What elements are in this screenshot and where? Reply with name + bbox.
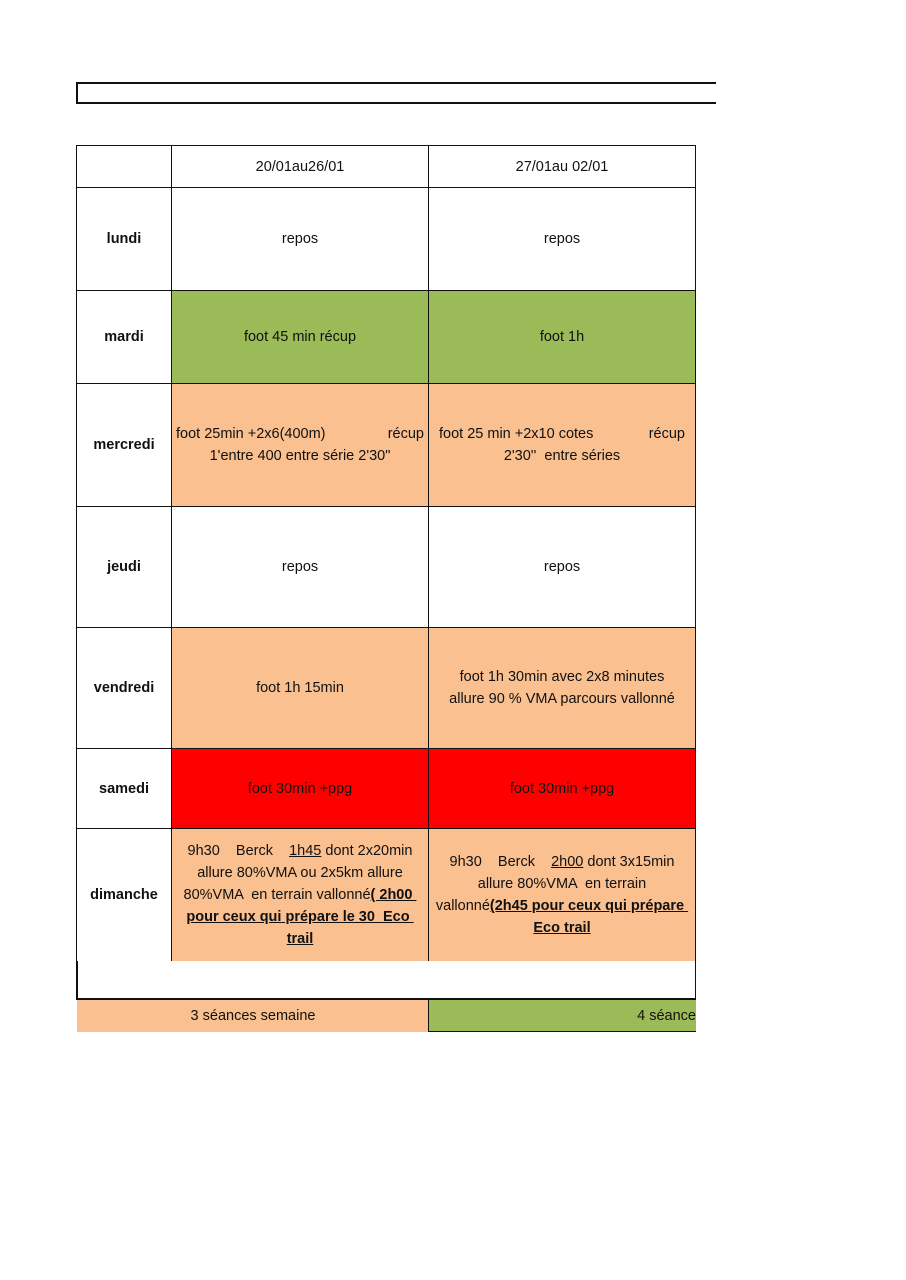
cell-samedi-week2: foot 30min +ppg	[428, 748, 696, 829]
mercredi-week1-line1-left: foot 25min +2x6(400m)	[176, 426, 326, 442]
cell-dimanche-week2	[428, 828, 696, 962]
vendredi-week2-line2: allure 90 % VMA parcours vallonné	[449, 691, 675, 707]
cell-jeudi-week2: repos	[428, 506, 696, 628]
dimanche-week2-line3-text: vallonné	[435, 898, 490, 914]
header-corner-cell	[76, 145, 172, 188]
dimanche-week1-line1	[188, 840, 413, 862]
dimanche-week1-line3-text: 80%VMA en terrain vallonné	[183, 887, 371, 903]
day-label-lundi: lundi	[76, 187, 172, 291]
dimanche-week2-line3-bold: (2h45 pour ceux qui prépare	[489, 898, 689, 914]
cell-dimanche-week1	[171, 828, 429, 962]
mercredi-week2-line1-left: foot 25 min +2x10 cotes	[439, 426, 594, 442]
dimanche-week2-line1-rest: dont 3x15min	[583, 854, 675, 870]
cell-lundi-week2: repos	[428, 187, 696, 291]
mercredi-week1-line1-right: récup	[387, 426, 424, 442]
header-week1: 20/01au26/01	[171, 145, 429, 188]
day-label-dimanche: dimanche	[76, 828, 172, 962]
cell-mercredi-week1	[171, 383, 429, 507]
cell-lundi-week1: repos	[171, 187, 429, 291]
footer-week2-summary: 4 séance	[428, 1000, 696, 1032]
footer-week1-summary: 3 séances semaine	[77, 1000, 429, 1032]
cell-mardi-week2: foot 1h	[428, 290, 696, 384]
dimanche-week1-duration: 1h45	[289, 843, 322, 859]
vendredi-week2-line1: foot 1h 30min avec 2x8 minutes	[459, 669, 665, 685]
mercredi-week2-line1-right: récup	[648, 426, 685, 442]
dimanche-week1-line4: pour ceux qui prépare le 30 Eco	[186, 909, 414, 925]
blank-row	[76, 961, 696, 1000]
cell-samedi-week1: foot 30min +ppg	[171, 748, 429, 829]
header-week2: 27/01au 02/01	[428, 145, 696, 188]
cell-vendredi-week1: foot 1h 15min	[171, 627, 429, 749]
cell-jeudi-week1: repos	[171, 506, 429, 628]
cell-vendredi-week2	[428, 627, 696, 749]
dimanche-week1-line1-rest: dont 2x20min	[321, 843, 413, 859]
day-label-mardi: mardi	[76, 290, 172, 384]
dimanche-week2-duration: 2h00	[551, 854, 584, 870]
day-label-vendredi: vendredi	[76, 627, 172, 749]
dimanche-week2-line4: Eco trail	[533, 920, 591, 936]
dimanche-week1-line3-bold: ( 2h00	[370, 887, 417, 903]
dimanche-week2-time-place: 9h30 Berck	[449, 854, 552, 870]
dimanche-week1-line5: trail	[286, 931, 314, 947]
mercredi-week2-line2: 2'30'' entre séries	[503, 448, 621, 464]
dimanche-week2-line3	[436, 895, 688, 917]
day-label-mercredi: mercredi	[76, 383, 172, 507]
dimanche-week2-line1	[450, 851, 675, 873]
cell-mardi-week1: foot 45 min récup	[171, 290, 429, 384]
cell-mercredi-week2	[428, 383, 696, 507]
dimanche-week1-line3	[184, 884, 417, 906]
day-label-samedi: samedi	[76, 748, 172, 829]
dimanche-week1-time-place: 9h30 Berck	[187, 843, 290, 859]
dimanche-week2-line2: allure 80%VMA en terrain	[477, 876, 647, 892]
day-label-jeudi: jeudi	[76, 506, 172, 628]
dimanche-week1-line2: allure 80%VMA ou 2x5km allure	[197, 865, 403, 881]
mercredi-week1-line2: 1'entre 400 entre série 2'30"	[209, 448, 391, 464]
